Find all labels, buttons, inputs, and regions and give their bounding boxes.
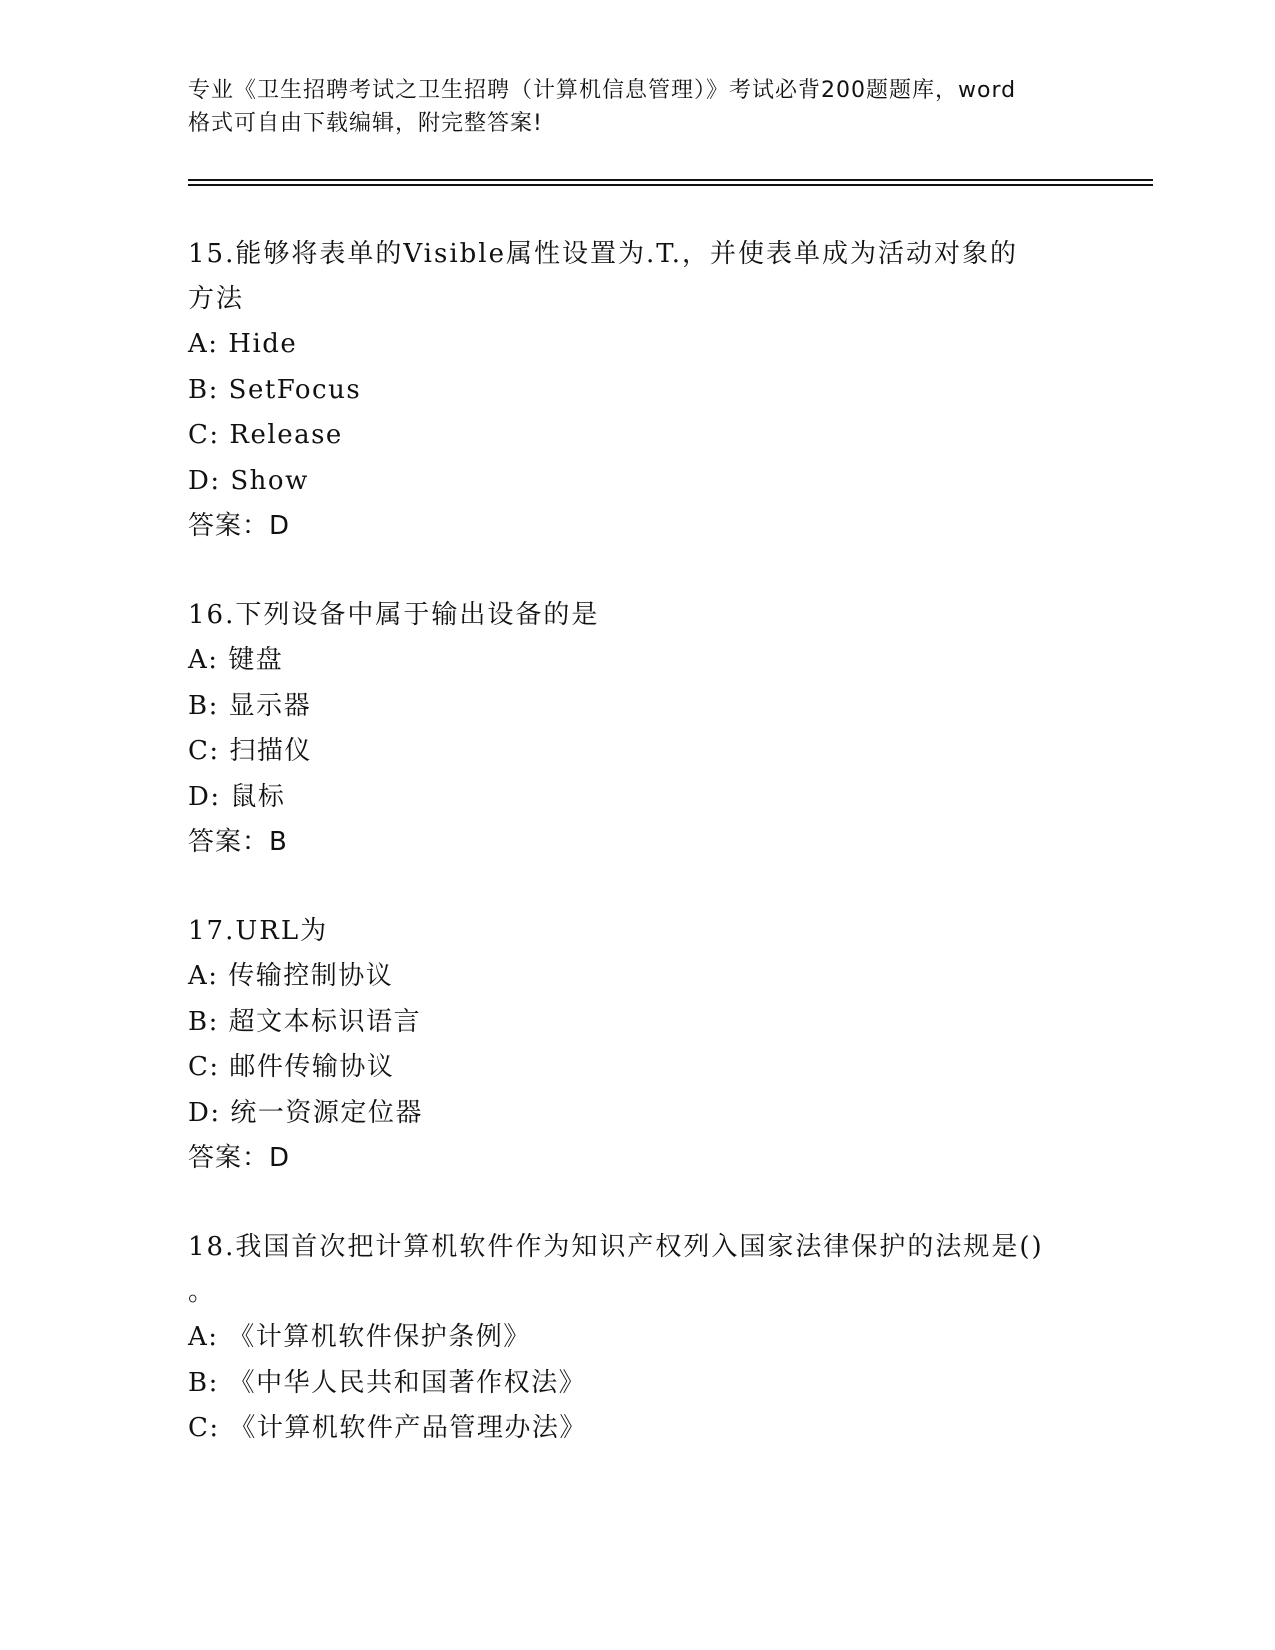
answer: 答案：D: [188, 1143, 291, 1173]
option-a: A: Hide: [188, 329, 298, 359]
question-stem: 15.能够将表单的Visible属性设置为.T.，并使表单成为活动对象的 方法: [188, 239, 1019, 314]
option-d: D: 统一资源定位器: [188, 1097, 423, 1128]
option-c: C: 扫描仪: [188, 736, 312, 766]
option-b: B: 显示器: [188, 690, 312, 721]
question-list: [188, 232, 1088, 1496]
question-15: [188, 232, 1088, 549]
option-d: D: 鼠标: [188, 781, 286, 812]
header-line-1: 专业《卫生招聘考试之卫生招聘（计算机信息管理）》考试必背200题题库，word: [188, 78, 1017, 103]
option-b: B: SetFocus: [188, 374, 362, 405]
header-divider-top: [188, 179, 1153, 181]
option-c: C: 邮件传输协议: [188, 1052, 395, 1082]
header-line-2: 格式可自由下载编辑，附完整答案!: [188, 111, 543, 136]
question-stem: 18.我国首次把计算机软件作为知识产权列入国家法律保护的法规是() 。: [188, 1232, 1044, 1307]
answer: 答案：D: [188, 511, 291, 541]
question-stem: 16.下列设备中属于输出设备的是: [188, 600, 600, 630]
option-a: A: 《计算机软件保护条例》: [188, 1322, 531, 1352]
question-18: [188, 1225, 1088, 1452]
question-17: [188, 909, 1088, 1181]
option-d: D: Show: [188, 465, 309, 496]
header-divider-bottom: [188, 184, 1153, 186]
question-stem: 17.URL为: [188, 916, 329, 946]
option-c: C: 《计算机软件产品管理办法》: [188, 1413, 587, 1443]
option-a: A: 传输控制协议: [188, 961, 394, 991]
option-b: B: 超文本标识语言: [188, 1006, 422, 1037]
option-c: C: Release: [188, 420, 343, 450]
page-header: [188, 74, 1088, 140]
answer: 答案：B: [188, 827, 288, 857]
question-16: [188, 593, 1088, 865]
option-a: A: 键盘: [188, 645, 284, 675]
option-b: B: 《中华人民共和国著作权法》: [188, 1367, 587, 1398]
